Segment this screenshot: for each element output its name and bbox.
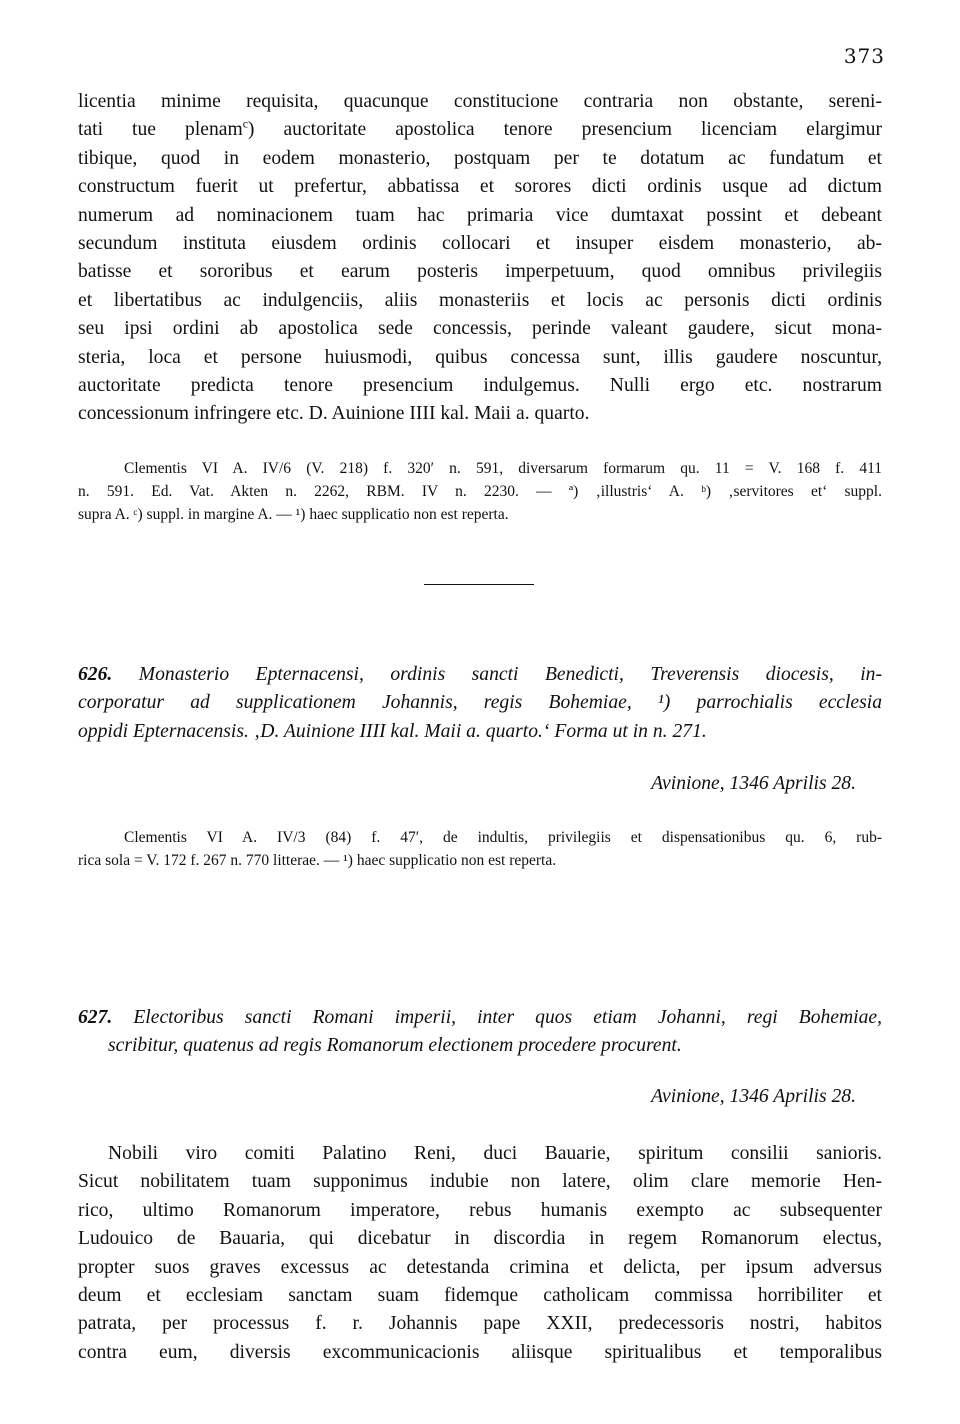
text-line: Ludouico de Bauaria, qui dicebatur in discordia in regem Romanorum electus,	[78, 1228, 882, 1250]
section-divider	[424, 584, 534, 585]
footnote-marker: c	[242, 117, 248, 131]
text-line: seu ipsi ordini ab apostolica sede concessis, perinde valeant gaudere, sicut mona-	[78, 318, 882, 340]
text-line: secundum instituta eiusdem ordinis collocari et insuper eisdem monasterio, ab-	[78, 233, 882, 255]
note-line: supra A. ᶜ) suppl. in margine A. — ¹) haec supplicatio non est reperta.	[78, 506, 509, 523]
text-line: numerum ad nominacionem tuam hac primaria vice dumtaxat possint et debeant	[78, 204, 882, 226]
text-fragment: Electoribus sancti Romani imperii, inter quos etiam Johanni, regi Bohemiae,	[112, 1007, 882, 1028]
regest-627	[78, 1004, 882, 1061]
note-line: Clementis VI A. IV/6 (V. 218) f. 320′ n. 591, diversarum formarum qu. 11 = V. 168 f. 411	[124, 460, 882, 477]
text-line: batisse et sororibus et earum posteris imperpetuum, quod omnibus privilegiis	[78, 261, 882, 283]
note-line: rica sola = V. 172 f. 267 n. 770 litterae. — ¹) haec supplicatio non est reperta.	[78, 852, 557, 869]
regest-626	[78, 661, 882, 746]
place-date: Avinione, 1346 Aprilis 28.	[651, 1086, 856, 1107]
text-line	[78, 116, 882, 144]
text-line: steria, loca et persone huiusmodi, quibus concessa sunt, illis gaudere noscuntur,	[78, 346, 882, 368]
entry-number: 626.	[78, 664, 113, 685]
text-fragment: Monasterio Epternacensi, ordinis sancti Benedicti, Treverensis diocesis, in-	[112, 664, 882, 685]
apparatus-626	[78, 826, 882, 872]
text-line: Sicut nobilitatem tuam supponimus indubie non latere, olim clare memorie Hen-	[78, 1171, 882, 1193]
apparatus-625	[78, 457, 882, 526]
text-line: et libertatibus ac indulgenciis, aliis monasteriis et locis ac personis dicti ordinis	[78, 289, 882, 311]
note-line: Clementis VI A. IV/3 (84) f. 47′, de indultis, privilegiis et dispensationibus qu. 6, rub-	[124, 829, 882, 846]
text-line: Nobili viro comiti Palatino Reni, duci Bauarie, spiritum consilii sanioris.	[108, 1143, 882, 1164]
regest-line	[78, 1004, 882, 1032]
text-line: constructum fuerit ut prefertur, abbatissa et sorores dicti ordinis usque ad dictum	[78, 176, 882, 198]
text-line: contra eum, diversis excommunicacionis aliisque spiritualibus et temporalibus	[78, 1341, 882, 1363]
text-fragment: tati tue plenam	[78, 119, 243, 141]
text-line: rico, ultimo Romanorum imperatore, rebus humanis exempto ac subsequenter	[78, 1199, 882, 1221]
regest-line: oppidi Epternacensis. ‚D. Auinione IIII kal. Maii a. quarto.‘ Forma ut in n. 271.	[78, 720, 707, 742]
text-line: propter suos graves excessus ac detestanda crimina et delicta, per ipsum adversus	[78, 1256, 882, 1278]
text-line: tibique, quod in eodem monasterio, postquam per te dotatum ac fundatum et	[78, 147, 882, 169]
text-line: auctoritate predicta tenore presencium indulgemus. Nulli ergo etc. nostrarum	[78, 375, 882, 397]
regest-line	[78, 661, 882, 689]
intro-text	[78, 88, 882, 429]
text-line: concessionum infringere etc. D. Auinione IIII kal. Maii a. quarto.	[78, 403, 590, 425]
regest-line: corporatur ad supplicationem Johannis, regis Bohemiae, ¹) parrochialis ecclesia	[78, 692, 882, 714]
text-line: deum et ecclesiam sanctam suam fidemque catholicam commissa horribiliter et	[78, 1285, 882, 1307]
entry-number: 627.	[78, 1007, 113, 1028]
text-line: patrata, per processus f. r. Johannis pape XXII, predecessoris nostri, habitos	[78, 1313, 882, 1335]
note-line: n. 591. Ed. Vat. Akten n. 2262, RBM. IV n. 2230. — ª) ‚illustris‘ A. ᵇ) ‚servitores et‘ suppl.	[78, 483, 882, 500]
text-line: licentia minime requisita, quacunque constitucione contraria non obstante, sereni-	[78, 91, 882, 112]
text-627	[78, 1140, 882, 1367]
text-fragment: ) auctoritate apostolica tenore presencium licenciam elargimur	[247, 119, 882, 141]
page-number: 373	[843, 44, 885, 68]
regest-line: scribitur, quatenus ad regis Romanorum electionem procedere procurent.	[108, 1035, 682, 1057]
place-date: Avinione, 1346 Aprilis 28.	[651, 773, 856, 794]
